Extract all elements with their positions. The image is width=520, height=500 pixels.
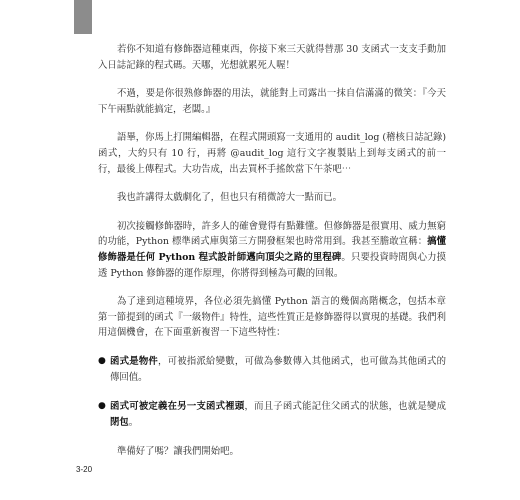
closing-paragraph <box>98 444 446 460</box>
paragraph-text: ，而且子函式能記住父函式的狀態，也就是變成 <box>244 401 446 413</box>
paragraph <box>98 130 446 177</box>
paragraph-text: 若你不知道有修飾器這種東西，你接下來三天就得替那 30 支函式一支支手動加入日誌記錄的程式碼。天哪，光想就累死人喔！ <box>98 44 446 71</box>
paragraph-text: 。只要投資時間與心力摸透 Python 修飾器的運作原理，你將得到極為可觀的回報。 <box>98 251 446 279</box>
paragraph-text: ，可被指派給變數，可做為參數傳入其他函式，也可做為其他函式的傳回值。 <box>110 355 446 383</box>
bullet-text <box>110 399 446 430</box>
emphasis-text: 函式是物件 <box>110 355 159 367</box>
bullet-item <box>98 354 446 385</box>
page-number: 3-20 <box>76 465 93 474</box>
paragraph-text: 不過，要是你很熟修飾器的用法，就能對上司露出一抹自信滿滿的微笑：『今天下午兩點就能搞定，老闆。』 <box>98 88 446 115</box>
paragraph <box>98 42 446 73</box>
paragraph-text: 為了達到這種境界，各位必須先搞懂 Python 語言的幾個高階概念，包括本章第一節提到的函式『一級物件』特性，這些性質正是修飾器得以實現的基礎。我們利用這個機會，在下面重新複習一下這些特性： <box>98 296 446 339</box>
paragraph <box>98 190 446 206</box>
emphasis-text: 閉包 <box>110 416 129 428</box>
bullet-icon: ● <box>98 401 106 412</box>
chapter-tab-marker <box>74 0 92 34</box>
paragraph <box>98 219 446 281</box>
emphasis-text: 函式可被定義在另一支函式裡頭 <box>110 401 245 413</box>
paragraph-text: 語畢，你馬上打開編輯器，在程式開頭寫一支通用的 audit_log (稽核日誌記錄) 函式，大約只有 10 行，再將 @audit_log 這行文字複製貼上到每支函式的前一行，最後上傳程式。大功告成，出去買杯手搖飲當下午茶吧⋯ <box>98 132 446 175</box>
emphasis-text: 搞懂修飾器是任何 Python 程式設計師邁向頂尖之路的里程碑 <box>98 236 446 263</box>
paragraph-text: 我也許講得太戲劇化了，但也只有稍微誇大一點而已。 <box>117 192 343 204</box>
paragraph-text: 。 <box>128 416 139 428</box>
paragraph <box>98 294 446 341</box>
paragraph-text: 初次接觸修飾器時，許多人的確會覺得有點難懂。但修飾器是很實用、威力無窮的功能，Python 標準函式庫與第三方開發框架也時常用到。我甚至膽敢宣稱： <box>98 220 446 248</box>
paragraph-text: 準備好了嗎？讓我們開始吧。 <box>117 446 239 458</box>
bullet-item <box>98 399 446 430</box>
bullet-text <box>110 354 446 385</box>
paragraph <box>98 86 446 117</box>
page-body <box>98 42 446 473</box>
bullet-icon: ● <box>98 355 106 366</box>
